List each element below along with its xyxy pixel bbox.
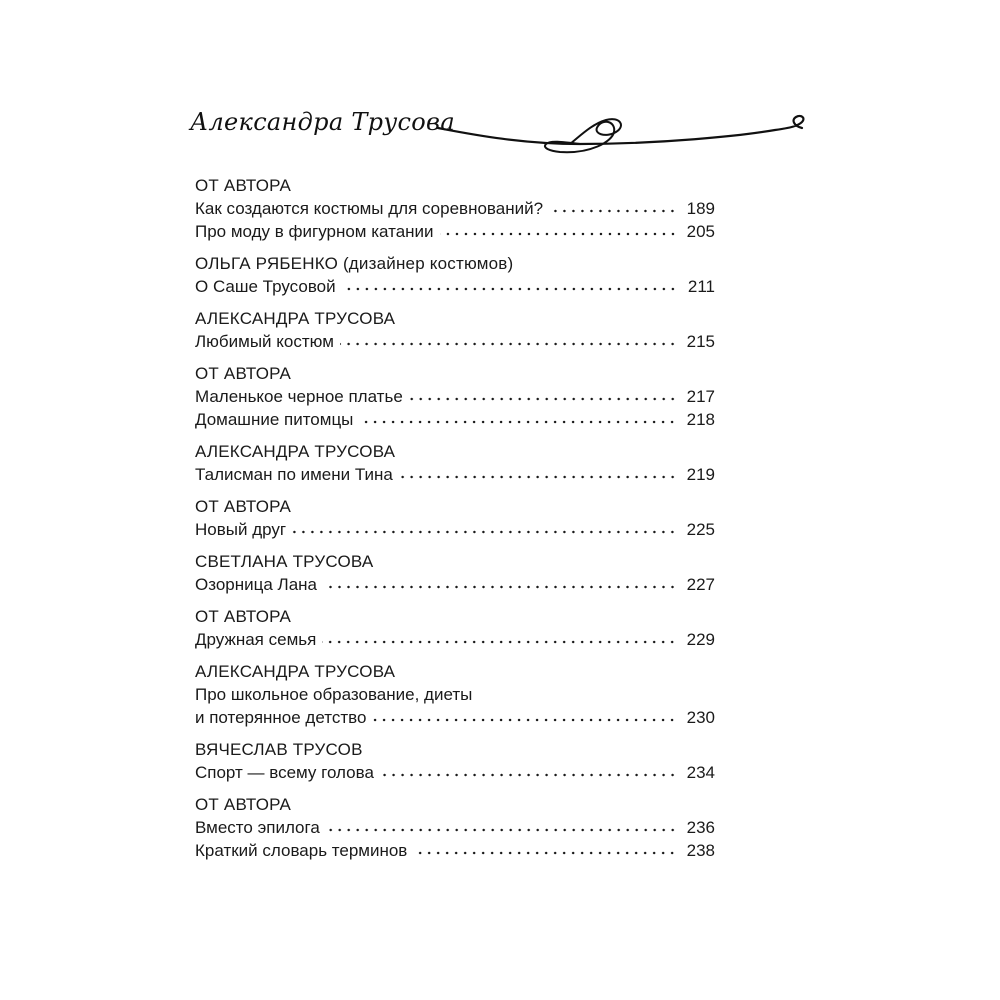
toc-section xyxy=(195,550,715,596)
entry-page-number: 211 xyxy=(687,277,715,296)
toc-entry[interactable] xyxy=(195,408,715,431)
entry-title: Новый друг xyxy=(195,520,287,539)
toc-section xyxy=(195,174,715,243)
dot-leader xyxy=(342,284,677,294)
section-heading: ОТ АВТОРА xyxy=(195,497,292,516)
toc-entry[interactable] xyxy=(195,628,715,651)
section-heading: ОТ АВТОРА xyxy=(195,795,292,814)
section-heading: АЛЕКСАНДРА ТРУСОВА xyxy=(195,662,396,681)
entry-page-number: 205 xyxy=(686,222,715,241)
dot-leader xyxy=(413,848,677,858)
toc-entry[interactable] xyxy=(195,816,715,839)
toc-entry-multiline[interactable] xyxy=(195,683,715,729)
entry-page-number: 229 xyxy=(686,630,715,649)
entry-title: Краткий словарь терминов xyxy=(195,841,408,860)
toc-entry[interactable] xyxy=(195,275,715,298)
entry-title: Спорт — всему голова xyxy=(195,763,374,782)
toc-entry[interactable] xyxy=(195,518,715,541)
entry-page-number: 227 xyxy=(686,575,715,594)
entry-title: О Саше Трусовой xyxy=(195,277,336,296)
dot-leader xyxy=(549,206,677,216)
table-of-contents xyxy=(195,174,715,871)
toc-entry[interactable] xyxy=(195,839,715,862)
toc-section xyxy=(195,362,715,431)
toc-entry-last-line xyxy=(195,706,715,729)
entry-page-number: 238 xyxy=(686,841,715,860)
entry-title: Озорница Лана xyxy=(195,575,317,594)
toc-entry[interactable] xyxy=(195,330,715,353)
toc-section xyxy=(195,605,715,651)
dot-leader xyxy=(440,229,677,239)
flourish-ornament xyxy=(430,100,810,160)
section-heading: ОТ АВТОРА xyxy=(195,176,292,195)
section-heading: ОТ АВТОРА xyxy=(195,607,292,626)
entry-title: Дружная семья xyxy=(195,630,317,649)
entry-page-number: 218 xyxy=(686,410,715,429)
entry-page-number: 217 xyxy=(686,387,715,406)
entry-title-line1: Про школьное образование, диеты xyxy=(195,685,473,704)
entry-title: Вместо эпилога xyxy=(195,818,320,837)
toc-section xyxy=(195,660,715,729)
entry-title: Любимый костюм xyxy=(195,332,334,351)
toc-entry[interactable] xyxy=(195,220,715,243)
dot-leader xyxy=(409,394,677,404)
entry-title: Маленькое черное платье xyxy=(195,387,403,406)
dot-leader xyxy=(380,770,677,780)
entry-title: Как создаются костюмы для соревнований? xyxy=(195,199,544,218)
toc-section xyxy=(195,738,715,784)
dot-leader xyxy=(372,715,677,725)
entry-page-number: 225 xyxy=(686,520,715,539)
entry-title: и потерянное детство xyxy=(195,708,367,727)
toc-section xyxy=(195,495,715,541)
toc-section xyxy=(195,793,715,862)
section-heading: ОТ АВТОРА xyxy=(195,364,292,383)
section-heading: ОЛЬГА РЯБЕНКО (дизайнер костюмов) xyxy=(195,254,514,273)
dot-leader xyxy=(326,825,677,835)
entry-page-number: 215 xyxy=(686,332,715,351)
entry-title: Про моду в фигурном катании xyxy=(195,222,434,241)
entry-page-number: 236 xyxy=(686,818,715,837)
toc-section xyxy=(195,252,715,298)
author-script-title: Александра Трусова xyxy=(190,108,455,136)
section-heading: СВЕТЛАНА ТРУСОВА xyxy=(195,552,374,571)
dot-leader xyxy=(340,339,677,349)
toc-entry[interactable] xyxy=(195,573,715,596)
dot-leader xyxy=(359,417,677,427)
toc-section xyxy=(195,307,715,353)
section-heading: АЛЕКСАНДРА ТРУСОВА xyxy=(195,309,396,328)
toc-header xyxy=(190,100,810,160)
entry-title: Талисман по имени Тина xyxy=(195,465,393,484)
toc-section xyxy=(195,440,715,486)
dot-leader xyxy=(292,527,677,537)
dot-leader xyxy=(323,582,677,592)
entry-page-number: 189 xyxy=(686,199,715,218)
section-heading: ВЯЧЕСЛАВ ТРУСОВ xyxy=(195,740,363,759)
entry-page-number: 234 xyxy=(686,763,715,782)
section-heading: АЛЕКСАНДРА ТРУСОВА xyxy=(195,442,396,461)
toc-entry[interactable] xyxy=(195,761,715,784)
toc-entry[interactable] xyxy=(195,197,715,220)
entry-title: Домашние питомцы xyxy=(195,410,354,429)
toc-entry[interactable] xyxy=(195,463,715,486)
toc-entry[interactable] xyxy=(195,385,715,408)
dot-leader xyxy=(399,472,677,482)
entry-page-number: 219 xyxy=(686,465,715,484)
entry-page-number: 230 xyxy=(686,708,715,727)
dot-leader xyxy=(322,637,677,647)
